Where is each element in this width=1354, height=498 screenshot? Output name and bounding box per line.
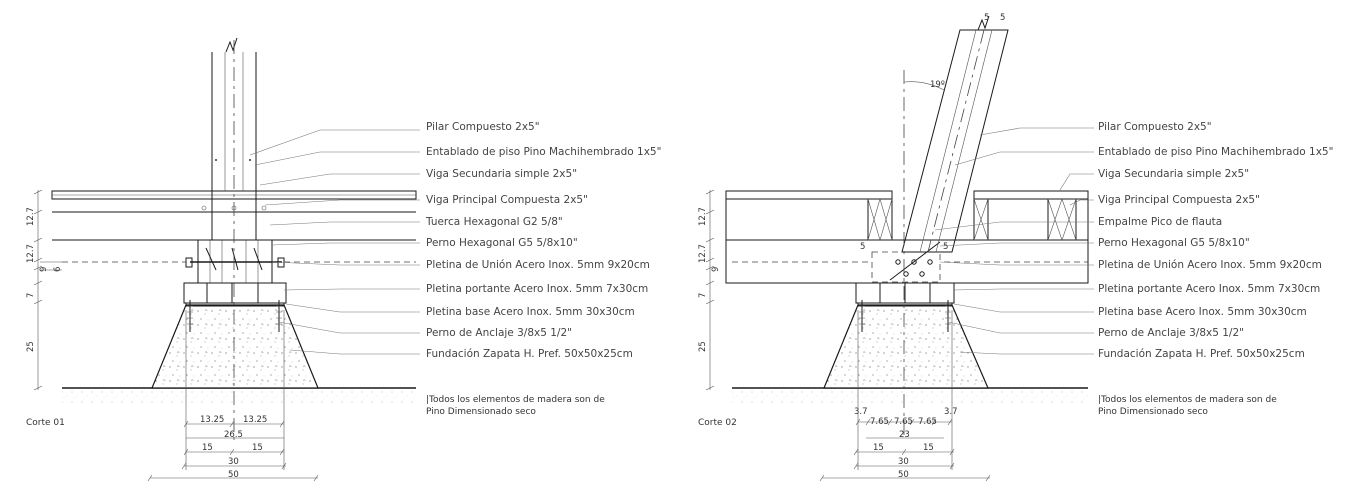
- note-line-1: |Todos los elementos de madera son de: [1098, 395, 1277, 405]
- label-pilar: Pilar Compuesto 2x5": [426, 121, 540, 133]
- dim-7: 7: [698, 292, 708, 298]
- dim-12-7-a: 12.7: [698, 207, 708, 226]
- dim-9: 9: [711, 266, 721, 272]
- side-dim-b: 5: [943, 242, 949, 252]
- dim-23: 23: [899, 430, 910, 440]
- label-fundacion: Fundación Zapata H. Pref. 50x50x25cm: [426, 348, 633, 360]
- label-pletina-portante: Pletina portante Acero Inox. 5mm 7x30cm: [426, 283, 649, 295]
- note-line-1: |Todos los elementos de madera son de: [426, 395, 605, 405]
- label-pilar: Pilar Compuesto 2x5": [1098, 121, 1212, 133]
- label-viga-principal: Viga Principal Compuesta 2x5": [426, 194, 588, 206]
- view-corte-02: [698, 13, 1333, 481]
- label-pletina-union: Pletina de Unión Acero Inox. 5mm 9x20cm: [426, 259, 650, 271]
- caption-corte-02: Corte 02: [698, 418, 737, 428]
- label-pletina-base: Pletina base Acero Inox. 5mm 30x30cm: [426, 306, 635, 318]
- label-perno-hexagonal: Perno Hexagonal G5 5/8x10": [1098, 237, 1250, 249]
- component-labels: [425, 121, 661, 360]
- view-corte-01: [26, 38, 661, 481]
- dim-12-7-b: 12.7: [698, 244, 708, 263]
- dim-15-a: 15: [873, 443, 884, 453]
- label-entablado: Entablado de piso Pino Machihembrado 1x5": [426, 146, 662, 158]
- note-line-2: Pino Dimensionado seco: [426, 407, 536, 417]
- label-viga-principal: Viga Principal Compuesta 2x5": [1098, 194, 1260, 206]
- ground-hatch: [62, 389, 416, 403]
- dim-15-b: 15: [923, 443, 934, 453]
- dim-25: 25: [26, 341, 36, 352]
- label-entablado: Entablado de piso Pino Machihembrado 1x5": [1098, 146, 1334, 158]
- dim-30: 30: [898, 457, 909, 467]
- label-viga-secundaria: Viga Secundaria simple 2x5": [1098, 168, 1250, 180]
- dim-15-b: 15: [252, 443, 263, 453]
- label-pletina-base: Pletina base Acero Inox. 5mm 30x30cm: [1098, 306, 1307, 318]
- dim-6: 6: [53, 266, 63, 272]
- component-labels: [1098, 121, 1333, 360]
- label-perno-hexagonal: Perno Hexagonal G5 5/8x10": [426, 237, 578, 249]
- secondary-beam-right: [974, 191, 1088, 240]
- beam-sections: [868, 199, 1076, 240]
- label-fundacion: Fundación Zapata H. Pref. 50x50x25cm: [1098, 348, 1305, 360]
- bearing-plate: [184, 283, 286, 303]
- top-dim-a: 5: [984, 13, 990, 23]
- dim-13-25-a: 13.25: [200, 415, 225, 425]
- dim-7-65-a: 7.65: [870, 417, 889, 427]
- label-tuerca: Tuerca Hexagonal G2 5/8": [426, 216, 563, 228]
- vertical-dimensions: [26, 190, 63, 390]
- dim-26-5: 26.5: [224, 430, 243, 440]
- dim-12-7-b: 12.7: [26, 244, 36, 263]
- dim-50: 50: [228, 470, 239, 480]
- dim-7-65-c: 7.65: [918, 417, 937, 427]
- label-empalme: Empalme Pico de flauta: [1098, 216, 1223, 228]
- dim-12-7-a: 12.7: [26, 207, 36, 226]
- label-pletina-union: Pletina de Unión Acero Inox. 5mm 9x20cm: [1098, 259, 1322, 271]
- note-line-2: Pino Dimensionado seco: [1098, 407, 1208, 417]
- angle-label: 19º: [930, 80, 945, 90]
- main-beam: [726, 240, 1088, 283]
- label-perno-anclaje: Perno de Anclaje 3/8x5 1/2": [426, 327, 572, 339]
- dim-9: 9: [39, 266, 49, 272]
- dim-25: 25: [698, 341, 708, 352]
- dim-7: 7: [26, 292, 36, 298]
- dim-30: 30: [228, 457, 239, 467]
- dim-3-7-a: 3.7: [854, 407, 868, 417]
- side-dim-a: 5: [860, 242, 866, 252]
- label-pletina-portante: Pletina portante Acero Inox. 5mm 7x30cm: [1098, 283, 1321, 295]
- footing: [824, 305, 988, 388]
- label-perno-anclaje: Perno de Anclaje 3/8x5 1/2": [1098, 327, 1244, 339]
- ground-hatch: [732, 389, 1088, 403]
- footing: [152, 305, 318, 388]
- dim-3-7-b: 3.7: [944, 407, 958, 417]
- top-dim-b: 5: [1000, 13, 1006, 23]
- inclined-column: [902, 16, 1008, 252]
- connection-plate: [872, 252, 940, 282]
- label-viga-secundaria: Viga Secundaria simple 2x5": [426, 168, 578, 180]
- vertical-dimensions: [698, 190, 721, 390]
- dim-50: 50: [898, 470, 909, 480]
- secondary-beam-left: [726, 191, 892, 240]
- caption-corte-01: Corte 01: [26, 418, 65, 428]
- dim-13-25-b: 13.25: [243, 415, 268, 425]
- dim-15-a: 15: [202, 443, 213, 453]
- dim-7-65-b: 7.65: [894, 417, 913, 427]
